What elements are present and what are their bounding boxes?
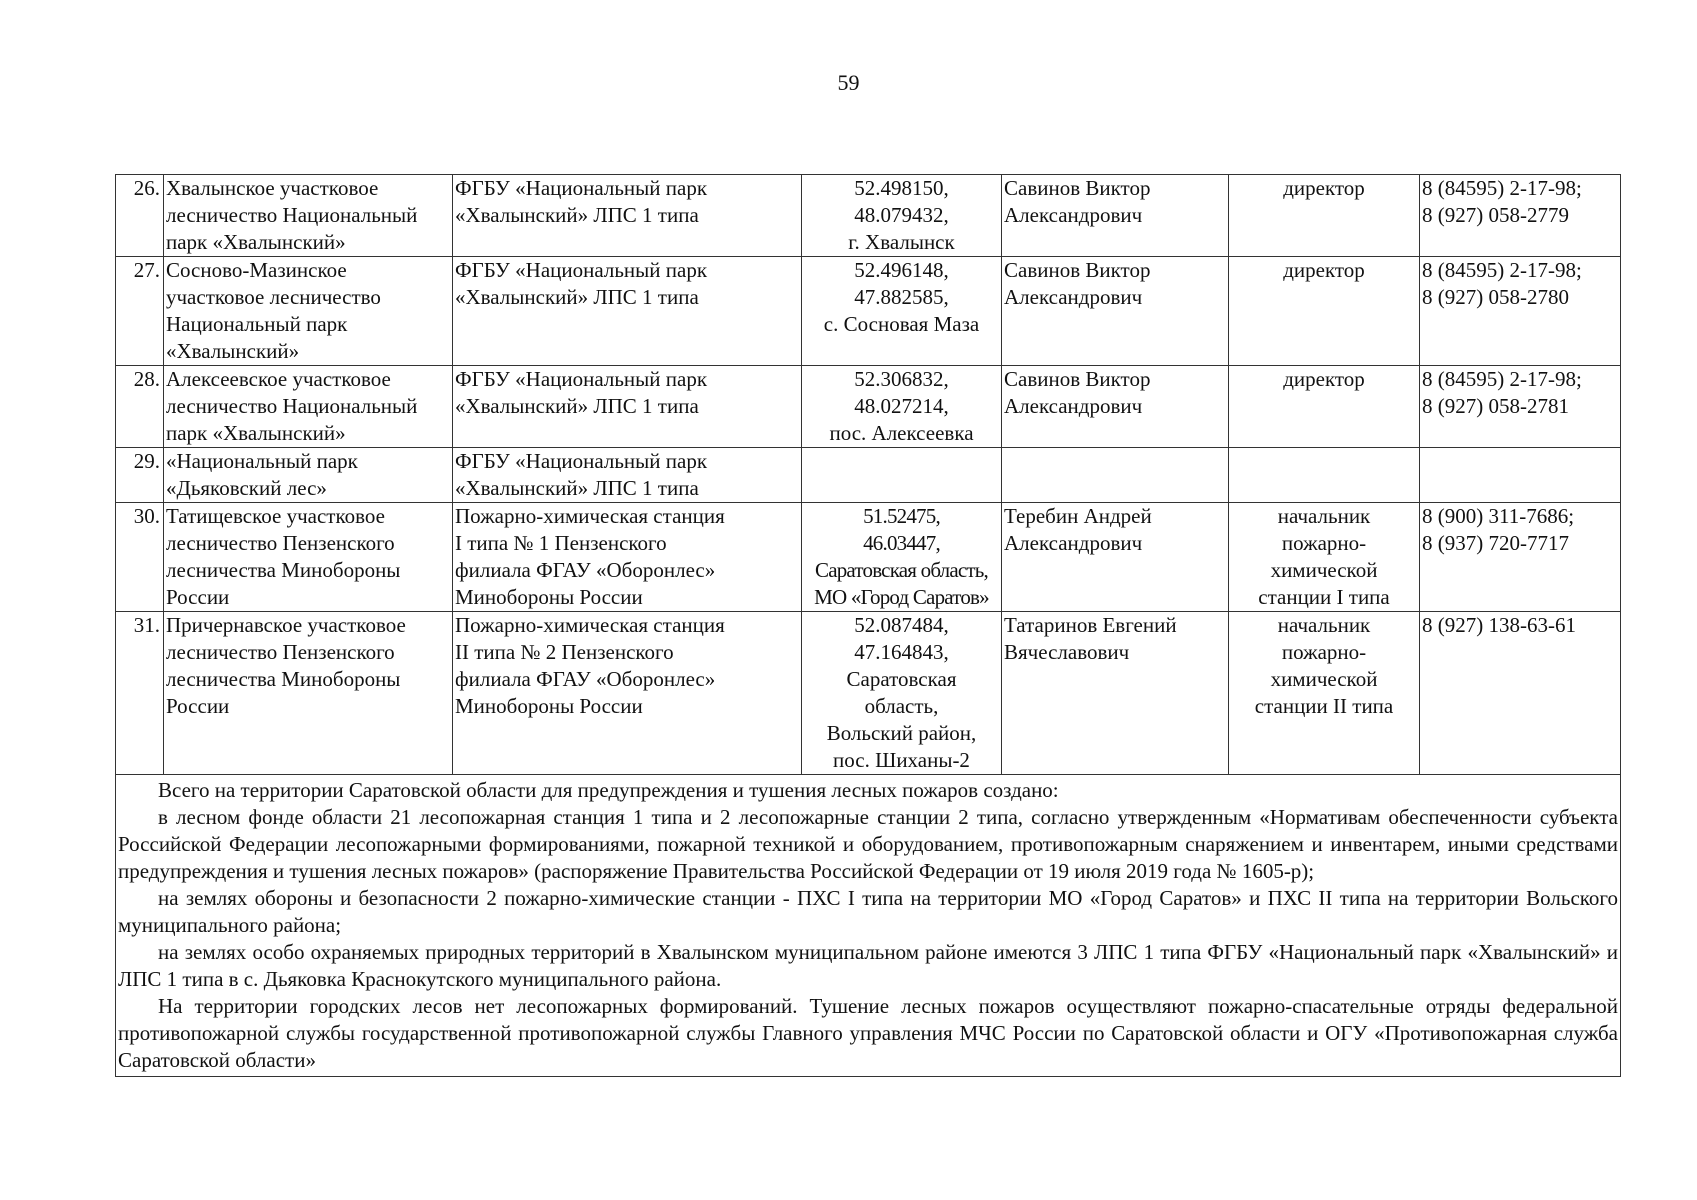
station-organization: ФГБУ «Национальный парк «Хвалынский» ЛПС 1 типа xyxy=(453,448,802,503)
person-position: начальник пожарно- химической станции I типа xyxy=(1229,503,1420,612)
contact-phone: 8 (84595) 2-17-98; 8 (927) 058-2780 xyxy=(1420,257,1621,366)
summary-paragraph: в лесном фонде области 21 лесопожарная станция 1 типа и 2 лесопожарные станции 2 типа, согласно утвержденным «Нормативам обеспеченности субъекта Российской Федерации лесопожарными формированиями, пожарной техникой и оборудованием, противопожарным снаряжением и инвентарем, иными средствами предупреждения и тушения лесных пожаров» (распоряжение Правительства Российской Федерации от 19 июля 2019 года № 1605-р); xyxy=(118,805,1618,883)
table-row xyxy=(116,257,1621,366)
table-row xyxy=(116,175,1621,257)
station-coordinates: 52.496148, 47.882585, с. Сосновая Маза xyxy=(802,257,1002,366)
forestry-name: Причернавское участковое лесничество Пензенского лесничества Минобороны России xyxy=(164,612,453,775)
table-row xyxy=(116,612,1621,775)
row-number: 31. xyxy=(116,612,164,775)
station-coordinates: 52.087484, 47.164843, Саратовская область, Вольский район, пос. Шиханы-2 xyxy=(802,612,1002,775)
responsible-person: Савинов Виктор Александрович xyxy=(1002,257,1229,366)
person-position: директор xyxy=(1229,257,1420,366)
table-row xyxy=(116,503,1621,612)
responsible-person: Теребин Андрей Александрович xyxy=(1002,503,1229,612)
forestry-name: Алексеевское участковое лесничество Национальный парк «Хвалынский» xyxy=(164,366,453,448)
summary-paragraph: на землях обороны и безопасности 2 пожарно-химические станции - ПХС I типа на территории МО «Город Саратов» и ПХС II типа на территории Вольского муниципального района; xyxy=(118,886,1618,937)
contact-phone xyxy=(1420,448,1621,503)
page-number: 59 xyxy=(837,70,860,95)
row-number: 30. xyxy=(116,503,164,612)
summary-paragraph: Всего на территории Саратовской области для предупреждения и тушения лесных пожаров создано: xyxy=(158,778,1059,802)
contact-phone: 8 (927) 138-63-61 xyxy=(1420,612,1621,775)
forestry-name: Хвалынское участковое лесничество Национальный парк «Хвалынский» xyxy=(164,175,453,257)
station-organization: Пожарно-химическая станция II типа № 2 Пензенского филиала ФГАУ «Оборонлес» Минобороны России xyxy=(453,612,802,775)
summary-cell xyxy=(116,775,1621,1077)
responsible-person: Савинов Виктор Александрович xyxy=(1002,175,1229,257)
row-number: 26. xyxy=(116,175,164,257)
summary-paragraph: на землях особо охраняемых природных территорий в Хвалынском муниципальном районе имеются 3 ЛПС 1 типа ФГБУ «Национальный парк «Хвалынский» и ЛПС 1 типа в с. Дьяковка Краснокутского муниципального района. xyxy=(118,940,1618,991)
forestry-name: «Национальный парк «Дьяковский лес» xyxy=(164,448,453,503)
station-coordinates xyxy=(802,448,1002,503)
row-number: 28. xyxy=(116,366,164,448)
person-position: начальник пожарно- химической станции II типа xyxy=(1229,612,1420,775)
contact-phone: 8 (84595) 2-17-98; 8 (927) 058-2779 xyxy=(1420,175,1621,257)
station-organization: ФГБУ «Национальный парк «Хвалынский» ЛПС 1 типа xyxy=(453,175,802,257)
responsible-person: Татаринов Евгений Вячеславович xyxy=(1002,612,1229,775)
contact-phone: 8 (84595) 2-17-98; 8 (927) 058-2781 xyxy=(1420,366,1621,448)
station-organization: ФГБУ «Национальный парк «Хвалынский» ЛПС 1 типа xyxy=(453,366,802,448)
station-coordinates: 52.498150, 48.079432, г. Хвалынск xyxy=(802,175,1002,257)
table-row xyxy=(116,448,1621,503)
person-position: директор xyxy=(1229,175,1420,257)
responsible-person: Савинов Виктор Александрович xyxy=(1002,366,1229,448)
station-organization: Пожарно-химическая станция I типа № 1 Пензенского филиала ФГАУ «Оборонлес» Минобороны России xyxy=(453,503,802,612)
station-coordinates: 52.306832, 48.027214, пос. Алексеевка xyxy=(802,366,1002,448)
station-organization: ФГБУ «Национальный парк «Хвалынский» ЛПС 1 типа xyxy=(453,257,802,366)
forest-fire-stations-table xyxy=(115,174,1621,1077)
person-position: директор xyxy=(1229,366,1420,448)
person-position xyxy=(1229,448,1420,503)
forestry-name: Сосново-Мазинское участковое лесничество Национальный парк «Хвалынский» xyxy=(164,257,453,366)
summary-row xyxy=(116,775,1621,1077)
contact-phone: 8 (900) 311-7686; 8 (937) 720-7717 xyxy=(1420,503,1621,612)
forestry-name: Татищевское участковое лесничество Пензенского лесничества Минобороны России xyxy=(164,503,453,612)
row-number: 29. xyxy=(116,448,164,503)
responsible-person xyxy=(1002,448,1229,503)
row-number: 27. xyxy=(116,257,164,366)
station-coordinates: 51.52475, 46.03447, Саратовская область, МО «Город Саратов» xyxy=(802,503,1002,612)
table-row xyxy=(116,366,1621,448)
summary-paragraph: На территории городских лесов нет лесопожарных формирований. Тушение лесных пожаров осуществляют пожарно-спасательные отряды федеральной противопожарной службы государственной противопожарной службы Главного управления МЧС России по Саратовской области и ОГУ «Противопожарная служба Саратовской области» xyxy=(118,994,1618,1072)
